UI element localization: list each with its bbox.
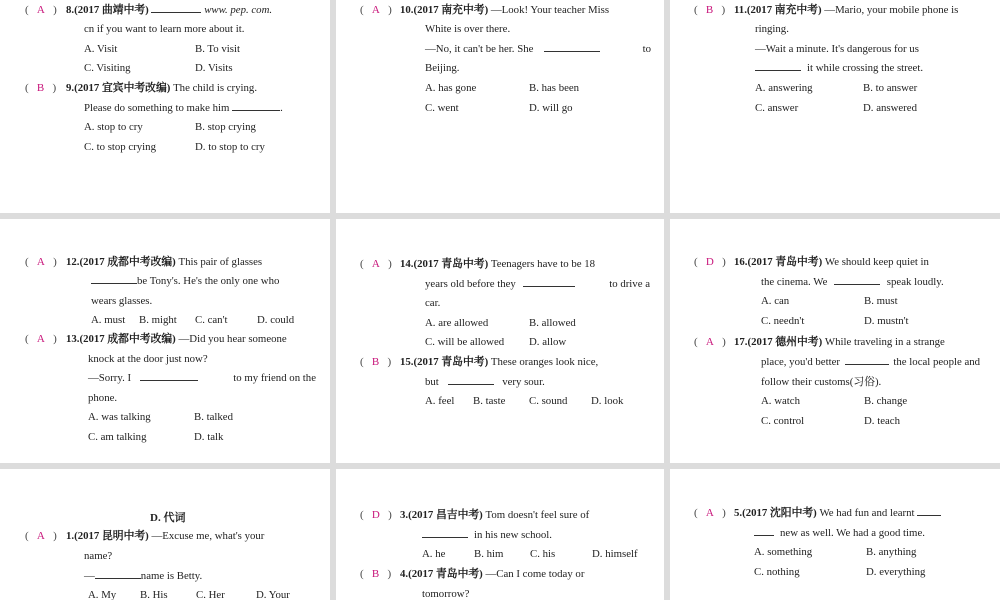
question-11-line3: —Wait a minute. It's dangerous for us [755, 43, 919, 55]
answer-blank [422, 527, 468, 538]
options-q14-row1 [425, 314, 655, 334]
panel-q11 [670, 0, 1000, 213]
option-c: C. Visiting [84, 62, 131, 74]
option-d: D. answered [863, 102, 917, 114]
options-q16-row2 [761, 312, 991, 332]
option-c: C. needn't [761, 315, 805, 327]
answer-blank [95, 568, 141, 579]
option-a: A. has gone [425, 82, 477, 94]
answer-q15: B [371, 356, 380, 368]
option-b: B. anything [866, 546, 917, 558]
section-title: D. 代词 [150, 512, 186, 524]
option-d: D. talk [194, 431, 224, 443]
option-c: C. to stop crying [84, 141, 156, 153]
option-c: C. sound [529, 395, 568, 407]
answer-q3: D [371, 509, 380, 521]
panel-q16-q17 [670, 219, 1000, 463]
question-11-line2: ringing. [755, 23, 789, 35]
option-a: A. watch [761, 395, 800, 407]
question-17-line3: follow their customs(习俗). [761, 376, 882, 388]
option-d: D. himself [592, 548, 638, 560]
options-q8-row1 [84, 40, 324, 60]
option-d: D. allow [529, 336, 567, 348]
option-c: C. can't [195, 314, 228, 326]
option-b: B. His [140, 589, 168, 600]
options-q13-row1 [88, 408, 318, 428]
answer-q4: B [371, 568, 380, 580]
panel-pronouns-q1 [0, 469, 330, 600]
question-13-line2: knock at the door just now? [88, 353, 208, 365]
option-a: A. are allowed [425, 317, 489, 329]
panel-q3-q4 [336, 469, 664, 600]
option-b: B. to answer [863, 82, 918, 94]
option-d: D. Visits [195, 62, 233, 74]
options-q3 [422, 545, 652, 565]
answer-bracket-q4: ( B ) [360, 568, 392, 580]
option-c: C. his [530, 548, 556, 560]
option-a: A. My [88, 589, 117, 600]
answer-bracket-q9: ( B ) [25, 82, 57, 94]
question-3-line2: in his new school. [422, 526, 552, 546]
answer-bracket-q16: ( D ) [694, 256, 726, 268]
question-10-line2: White is over there. [425, 23, 511, 35]
question-16: 16.(2017 青岛中考) We should keep quiet in [734, 256, 929, 268]
question-10-line4: Beijing. [425, 62, 460, 74]
answer-blank [523, 276, 575, 287]
panel-q12-q13 [0, 219, 330, 463]
question-17-line2: place, you'd better the local people and [761, 356, 981, 368]
options-q16-row1 [761, 292, 991, 312]
answer-blank [544, 41, 600, 52]
question-11-line4: it while crossing the street. [755, 59, 923, 79]
answer-q8: A [36, 4, 45, 16]
option-d: D. everything [866, 566, 926, 578]
question-3: 3.(2017 昌吉中考) Tom doesn't feel sure of [400, 509, 590, 521]
option-c: C. went [425, 102, 459, 114]
options-q11-row2 [755, 99, 985, 119]
options-q13-row2 [88, 428, 318, 448]
option-d: D. mustn't [864, 315, 909, 327]
question-14-line3: car. [425, 297, 441, 309]
option-a: A. he [422, 548, 446, 560]
option-c: C. answer [755, 102, 799, 114]
question-11: 11.(2017 南充中考) —Mario, your mobile phone is [734, 4, 959, 16]
option-b: B. taste [473, 395, 506, 407]
option-c: C. control [761, 415, 805, 427]
answer-q10: A [371, 4, 380, 16]
answer-bracket-q8: ( A ) [25, 4, 57, 16]
option-d: D. could [257, 314, 295, 326]
answer-bracket-q5: ( A ) [694, 507, 726, 519]
option-b: B. must [864, 295, 898, 307]
question-1-line3: — name is Betty. [84, 570, 203, 582]
option-d: D. will go [529, 102, 573, 114]
answer-blank [91, 273, 137, 284]
answer-bracket-q17: ( A ) [694, 336, 726, 348]
question-16-line2: the cinema. We speak loudly. [761, 276, 944, 288]
answer-blank [834, 274, 880, 285]
question-8: 8.(2017 曲靖中考) www. pep. com. [66, 4, 273, 16]
option-a: A. can [761, 295, 790, 307]
answer-q12: A [36, 256, 45, 268]
options-q10-row1 [425, 79, 655, 99]
option-a: A. was talking [88, 411, 151, 423]
options-q17-row1 [761, 392, 991, 412]
option-a: A. stop to cry [84, 121, 143, 133]
option-a: A. answering [755, 82, 813, 94]
option-d: D. look [591, 395, 624, 407]
question-13-line4: phone. [88, 392, 118, 404]
answer-q1: A [36, 530, 45, 542]
question-14: 14.(2017 青岛中考) Teenagers have to be 18 [400, 258, 596, 270]
answer-bracket-q14: ( A ) [360, 258, 392, 270]
panel-q5 [670, 469, 1000, 600]
answer-blank [754, 525, 774, 536]
answer-q17: A [705, 336, 714, 348]
question-13-line3: —Sorry. I to my friend on the [88, 372, 316, 384]
question-8-line2: cn if you want to learn more about it. [84, 23, 245, 35]
question-1: 1.(2017 昆明中考) —Excuse me, what's your [66, 530, 265, 542]
options-q5-row2 [754, 563, 984, 583]
question-1-line2: name? [84, 550, 113, 562]
question-5: 5.(2017 沈阳中考) We had fun and learnt [734, 504, 1000, 524]
question-12-line2: be Tony's. He's the only one who [91, 272, 279, 292]
answer-blank [917, 505, 941, 516]
question-15: 15.(2017 青岛中考) These oranges look nice, [400, 356, 599, 368]
options-q14-row2 [425, 333, 655, 353]
panel-q14-q15 [336, 219, 664, 463]
question-12: 12.(2017 成都中考改编) This pair of glasses [66, 256, 263, 268]
question-9-line2: Please do something to make him . [84, 102, 283, 114]
options-q15 [425, 392, 655, 412]
question-10-line3: —No, it can't be her. She to [425, 43, 651, 55]
answer-bracket-q10: ( A ) [360, 4, 392, 16]
question-10: 10.(2017 南充中考) —Look! Your teacher Miss [400, 4, 610, 16]
options-q9-row1 [84, 118, 324, 138]
options-q8-row2 [84, 59, 324, 79]
options-q17-row2 [761, 412, 991, 432]
answer-bracket-q3: ( D ) [360, 509, 392, 521]
option-b: B. stop crying [195, 121, 256, 133]
answer-q16: D [705, 256, 714, 268]
option-c: C. nothing [754, 566, 800, 578]
answer-q14: A [371, 258, 380, 270]
option-b: B. might [139, 314, 177, 326]
answer-bracket-q13: ( A ) [25, 333, 57, 345]
panel-q10 [336, 0, 664, 213]
answer-blank [845, 354, 889, 365]
options-q9-row2 [84, 138, 324, 158]
answer-q5: A [705, 507, 714, 519]
option-c: C. Her [196, 589, 225, 600]
option-b: B. talked [194, 411, 233, 423]
option-d: D. teach [864, 415, 900, 427]
answer-bracket-q15: ( B ) [360, 356, 392, 368]
question-5-line2: new as well. We had a good time. [754, 524, 925, 544]
option-b: B. To visit [195, 43, 240, 55]
question-17: 17.(2017 德州中考) While traveling in a strange [734, 336, 945, 348]
option-c: C. will be allowed [425, 336, 505, 348]
option-d: D. Your [256, 589, 290, 600]
question-4: 4.(2017 青岛中考) —Can I come today or [400, 568, 585, 580]
options-q12 [91, 311, 321, 331]
question-14-line2: years old before they to drive a [425, 278, 650, 290]
answer-blank [140, 370, 198, 381]
option-a: A. Visit [84, 43, 118, 55]
option-b: B. change [864, 395, 908, 407]
option-d: D. to stop to cry [195, 141, 265, 153]
answer-bracket-q11: ( B ) [694, 4, 726, 16]
answer-blank [151, 2, 201, 13]
answer-q11: B [705, 4, 714, 16]
question-4-line2: tomorrow? [422, 588, 470, 600]
question-12-line3: wears glasses. [91, 295, 153, 307]
option-a: A. feel [425, 395, 455, 407]
option-b: B. allowed [529, 317, 576, 329]
answer-bracket-q1: ( A ) [25, 530, 57, 542]
option-c: C. am talking [88, 431, 147, 443]
question-13: 13.(2017 成都中考改编) —Did you hear someone [66, 333, 287, 345]
option-a: A. something [754, 546, 813, 558]
question-15-line2: but very sour. [425, 376, 545, 388]
answer-q13: A [36, 333, 45, 345]
options-q1 [88, 586, 318, 600]
answer-q9: B [36, 82, 45, 94]
answer-blank [232, 100, 280, 111]
option-a: A. must [91, 314, 126, 326]
options-q10-row2 [425, 99, 655, 119]
answer-blank [755, 60, 801, 71]
options-q5-row1 [754, 543, 984, 563]
question-9: 9.(2017 宜宾中考改编) The child is crying. [66, 82, 258, 94]
answer-blank [448, 374, 494, 385]
option-b: B. him [474, 548, 504, 560]
answer-bracket-q12: ( A ) [25, 256, 57, 268]
panel-q8-q9 [0, 0, 330, 213]
option-b: B. has been [529, 82, 580, 94]
options-q11-row1 [755, 79, 985, 99]
